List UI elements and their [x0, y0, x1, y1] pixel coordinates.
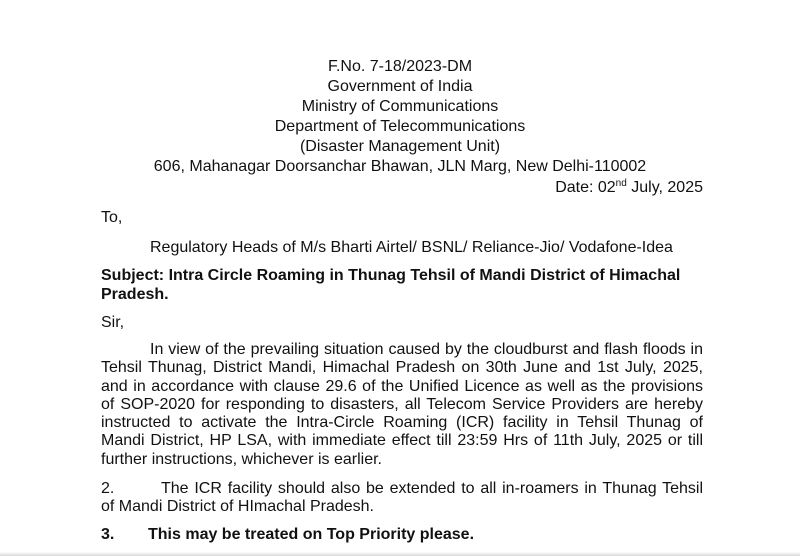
paragraph-3-text: This may be treated on Top Priority please.: [148, 526, 475, 543]
paragraph-3: [101, 526, 703, 544]
paragraph-2: [101, 480, 703, 517]
department-line: Department of Telecommunications: [274, 118, 526, 135]
file-number: F.No. 7-18/2023-DM: [327, 58, 473, 75]
paragraph-2-number: 2.: [101, 480, 115, 497]
government-line: Government of India: [327, 78, 473, 95]
letter-date: [555, 178, 703, 198]
date-prefix: Date: 02: [555, 179, 616, 196]
unit-line: (Disaster Management Unit): [299, 138, 501, 155]
paragraph-2-text: The ICR facility should also be extended to all in-roamers in Thunag Tehsil of Mandi District of HImachal Pradesh.: [101, 480, 703, 516]
date-ordinal-suffix: nd: [615, 178, 627, 189]
letterhead: [0, 57, 800, 177]
salutation: Sir,: [101, 314, 125, 331]
subject-line: Subject: Intra Circle Roaming in Thunag Tehsil of Mandi District of Himachal Pradesh.: [101, 267, 681, 303]
paragraph-3-number: 3.: [101, 526, 115, 543]
addressee: Regulatory Heads of M/s Bharti Airtel/ BSNL/ Reliance-Jio/ Vodafone-Idea: [150, 239, 673, 256]
paragraph-1: In view of the prevailing situation caused by the cloudburst and flash floods in Tehsil Thunag, District Mandi, Himachal Pradesh on 30th June and 1st July, 2025, and in accordance with clause 29.6 of the Unified Licence as well as the provisions of SOP-2020 for responding to disasters, all Telecom Service Providers are hereby instructed to activate the Intra-Circle Roaming (ICR) facility in Tehsil Thunag of Mandi District, HP LSA, with immediate effect till 23:59 Hrs of 11th July, 2025 or till further instructions, whichever is earlier.: [101, 341, 703, 468]
address-line: 606, Mahanagar Doorsanchar Bhawan, JLN Marg, New Delhi-110002: [153, 158, 647, 175]
to-label: To,: [101, 209, 123, 226]
ministry-line: Ministry of Communications: [301, 98, 499, 115]
page-bottom-edge: [0, 552, 800, 556]
date-suffix: July, 2025: [626, 179, 703, 196]
